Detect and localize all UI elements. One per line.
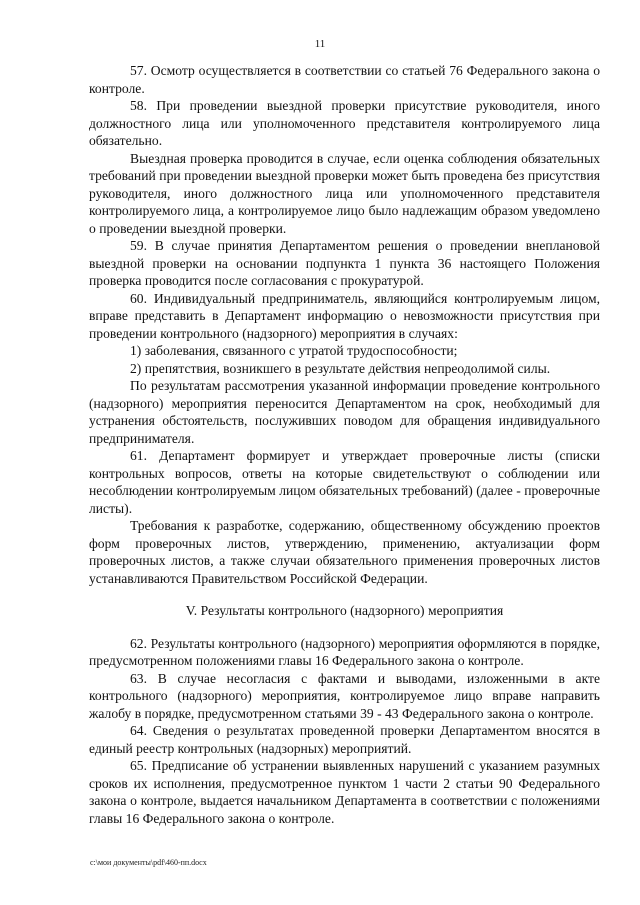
- paragraph-60: 60. Индивидуальный предприниматель, являющийся контролируемым лицом, вправе представить в Департамент информацию о невозможности присутствия при проведении контрольного (надзорного) мероприятия в случаях:: [89, 290, 600, 341]
- paragraph-63: 63. В случае несогласия с фактами и выводами, изложенными в акте контрольного (надзорного) мероприятия, контролируемое лицо вправе направить жалобу в порядке, предусмотренном статьями 39 - 43 Федерального закона о контроле.: [89, 670, 600, 721]
- page-number: 11: [314, 38, 326, 50]
- paragraph-60-continued: По результатам рассмотрения указанной информации проведение контрольного (надзорного) мероприятия переносится Департаментом на срок, необходимый для устранения обстоятельств, послуживших поводом для обращения индивидуального предпринимателя.: [89, 378, 600, 446]
- list-item: 2) препятствия, возникшего в результате действия непреодолимой силы.: [130, 360, 551, 376]
- paragraph-58: 58. При проведении выездной проверки присутствие руководителя, иного должностного лица или уполномоченного представителя контролируемого лица обязательно.: [89, 98, 600, 148]
- document-body: [89, 62, 600, 827]
- footer-file-path: c:\мои документы\pdf\460-пп.docx: [90, 858, 207, 867]
- list-item: 1) заболевания, связанного с утратой трудоспособности;: [130, 343, 458, 358]
- paragraph-62: 62. Результаты контрольного (надзорного) мероприятия оформляются в порядке, предусмотренном положениями главы 16 Федерального закона о контроле.: [89, 635, 600, 668]
- paragraph-64: 64. Сведения о результатах проведенной проверки Департаментом вносятся в единый реестр контрольных (надзорных) мероприятий.: [89, 723, 600, 756]
- section-heading: V. Результаты контрольного (надзорного) мероприятия: [185, 603, 504, 618]
- paragraph-59: 59. В случае принятия Департаментом решения о проведении внеплановой выездной проверки на основании подпункта 1 пункта 36 настоящего Положения проверка проводится после согласования с прокуратурой.: [89, 238, 600, 288]
- paragraph-58-continued: Выездная проверка проводится в случае, если оценка соблюдения обязательных требований при проведении выездной проверки может быть проведена без присутствия руководителя, иного должностного лица или уполномоченного представителя контролируемого лица, а контролируемое лицо было надлежащим образом уведомлено о проведении выездной проверки.: [89, 150, 600, 236]
- paragraph-61-continued: Требования к разработке, содержанию, общественному обсуждению проектов форм проверочных листов, утверждению, применению, актуализации форм проверочных листов, а также случаи обязательного применения проверочных листов устанавливаются Правительством Российской Федерации.: [89, 518, 600, 586]
- paragraph-57: 57. Осмотр осуществляется в соответствии со статьей 76 Федерального закона о контроле.: [89, 63, 600, 96]
- paragraph-65: 65. Предписание об устранении выявленных нарушений с указанием разумных сроков их исполнения, предусмотренное пунктом 1 части 2 статьи 90 Федерального закона о контроле, выдается начальником Департамента в соответствии с положениями главы 16 Федерального закона о контроле.: [89, 758, 600, 826]
- paragraph-61: 61. Департамент формирует и утверждает проверочные листы (списки контрольных вопросов, ответы на которые свидетельствуют о соблюдении или несоблюдении контролируемым лицом обязательных требований) (далее - проверочные листы).: [89, 448, 600, 516]
